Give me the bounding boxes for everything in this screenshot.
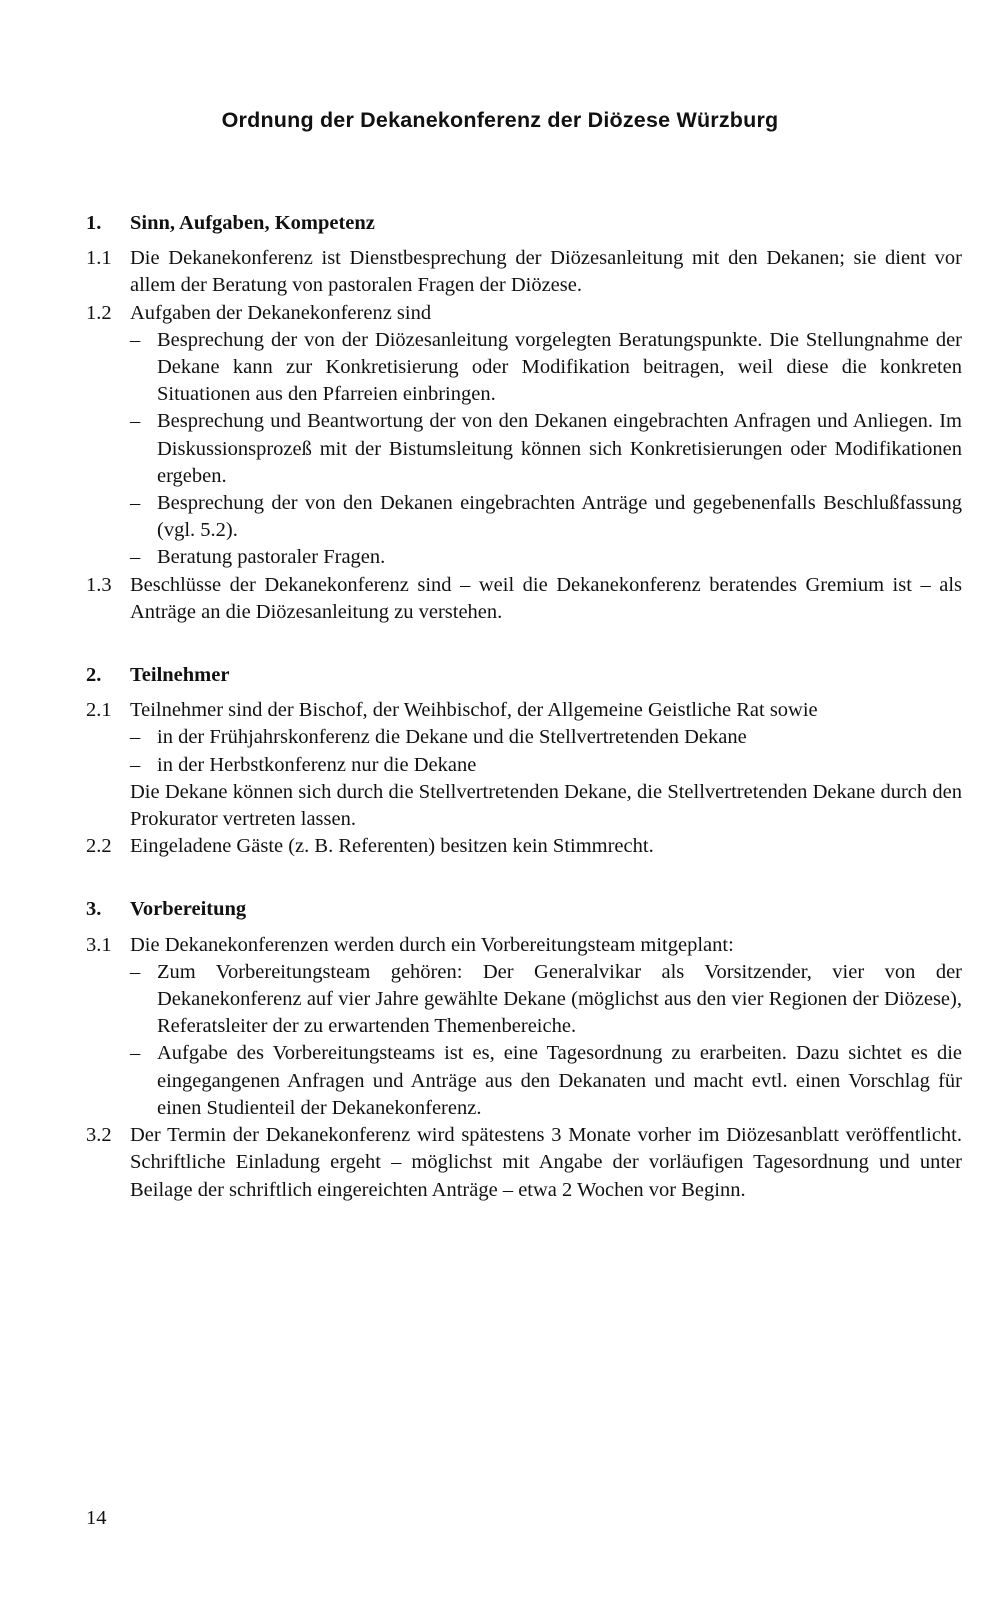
paragraph-text: Beschlüsse der Dekanekonferenz sind – weil die Dekanekonferenz beratendes Gremium ist – als Anträge an die Diözesanleitung zu verstehen. [130,573,962,623]
section-heading [86,210,962,237]
dash-bullet: – [130,753,141,776]
list-item-text: Aufgabe des Vorbereitungsteams ist es, eine Tagesordnung zu erarbeiten. Dazu sichtet es die eingegangenen Anfragen und Anträge aus den Dekanaten und macht evtl. einen Vorschlag für einen Studienteil der Dekanekonferenz. [157,1042,962,1119]
section-number: 3. [86,898,102,921]
list-item-text: in der Frühjahrskonferenz die Dekane und die Stellvertretenden Dekane [157,726,747,749]
section-heading [86,662,962,689]
list-item-text: Beratung pastoraler Fragen. [157,546,386,569]
paragraph-number: 2.1 [86,699,112,722]
document-body [86,210,962,1240]
paragraph-1-1 [86,245,962,299]
list-item-text: in der Herbstkonferenz nur die Dekane [157,753,477,776]
list-item [130,752,962,779]
section-heading [86,896,962,923]
paragraph-body [130,932,962,1122]
section-title: Vorbereitung [130,898,247,921]
list-item [130,544,962,571]
paragraph-1-3 [86,572,962,626]
paragraph-body [130,833,962,860]
paragraph-2-2 [86,833,962,860]
dash-bullet: – [130,726,141,749]
dash-list [130,959,962,1122]
paragraph-body [130,245,962,299]
paragraph-number: 3.2 [86,1124,112,1147]
dash-bullet: – [130,328,141,351]
page-number: 14 [86,1507,107,1529]
dash-list [130,327,962,572]
paragraph-text: Teilnehmer sind der Bischof, der Weihbischof, der Allgemeine Geistliche Rat sowie [130,699,818,722]
list-item [130,490,962,544]
dash-bullet: – [130,1042,141,1065]
paragraph-text: Die Dekanekonferenzen werden durch ein Vorbereitungsteam mitgeplant: [130,933,734,956]
paragraph-3-2 [86,1122,962,1204]
section-title: Teilnehmer [130,664,230,687]
paragraph-number: 3.1 [86,933,112,956]
list-item [130,1040,962,1122]
section-3 [86,896,962,1203]
section-2 [86,662,962,860]
paragraph-1-2 [86,300,962,572]
paragraph-text: Eingeladene Gäste (z. B. Referenten) besitzen kein Stimmrecht. [130,835,654,858]
paragraph-body [130,1122,962,1204]
dash-bullet: – [130,546,141,569]
section-title: Sinn, Aufgaben, Kompetenz [130,212,375,234]
paragraph-number: 2.2 [86,835,112,858]
section-1 [86,210,962,626]
section-number: 2. [86,664,102,687]
list-item [130,408,962,490]
list-item-text: Besprechung der von der Diözesanleitung vorgelegten Beratungspunkte. Die Stellungnahme der Dekane kann zur Konkretisierung oder Modifikation beitragen, weil diese die konkreten Situationen aus den Pfarreien einbringen. [157,328,962,406]
paragraph-body [130,697,962,833]
list-item-text: Besprechung und Beantwortung der von den Dekanen eingebrachten Anfragen und Anliegen. Im Diskussionsprozeß mit der Bistumsleitung können sich Konkretisierungen oder Modifikationen ergeben. [157,410,962,487]
paragraph-3-1 [86,932,962,1122]
list-item [130,959,962,1041]
dash-bullet: – [130,960,141,983]
list-item [130,724,962,751]
list-item [130,327,962,409]
paragraph-number: 1.2 [86,301,112,324]
paragraph-number: 1.1 [86,247,112,270]
list-item-text: Besprechung der von den Dekanen eingebrachten Anträge und gegebenenfalls Beschlußfassung (vgl. 5.2). [157,492,962,542]
dash-bullet: – [130,410,141,433]
paragraph-text: Aufgaben der Dekanekonferenz sind [130,301,432,324]
paragraph-text: Die Dekanekonferenz ist Dienstbesprechung der Diözesanleitung mit den Dekanen; sie dient vor allem der Beratung von pastoralen Fragen der Diözese. [130,247,962,297]
paragraph-2-1 [86,697,962,833]
paragraph-number: 1.3 [86,573,112,596]
paragraph-continuation: Die Dekane können sich durch die Stellvertretenden Dekane, die Stellvertretenden Dekane durch den Prokurator vertreten lassen. [130,780,962,831]
list-item-text: Zum Vorbereitungsteam gehören: Der Generalvikar als Vorsitzender, vier von der Dekanekonferenz auf vier Jahre gewählte Dekane (möglichst aus den vier Regionen der Diözese), Referatsleiter der zu erwartenden Themenbereiche. [157,960,962,1038]
paragraph-body [130,300,962,572]
document-title: Ordnung der Dekanekonferenz der Diözese Würzburg [221,108,779,132]
dash-bullet: – [130,492,141,515]
section-number: 1. [86,212,102,234]
dash-list [130,724,962,778]
paragraph-text: Der Termin der Dekanekonferenz wird spätestens 3 Monate vorher im Diözesanblatt veröffentlicht. Schriftliche Einladung ergeht – möglichst mit Angabe der vorläufigen Tagesordnung und unter Beilage der schriftlich eingereichten Anträge – etwa 2 Wochen vor Beginn. [130,1124,962,1201]
paragraph-body [130,572,962,626]
